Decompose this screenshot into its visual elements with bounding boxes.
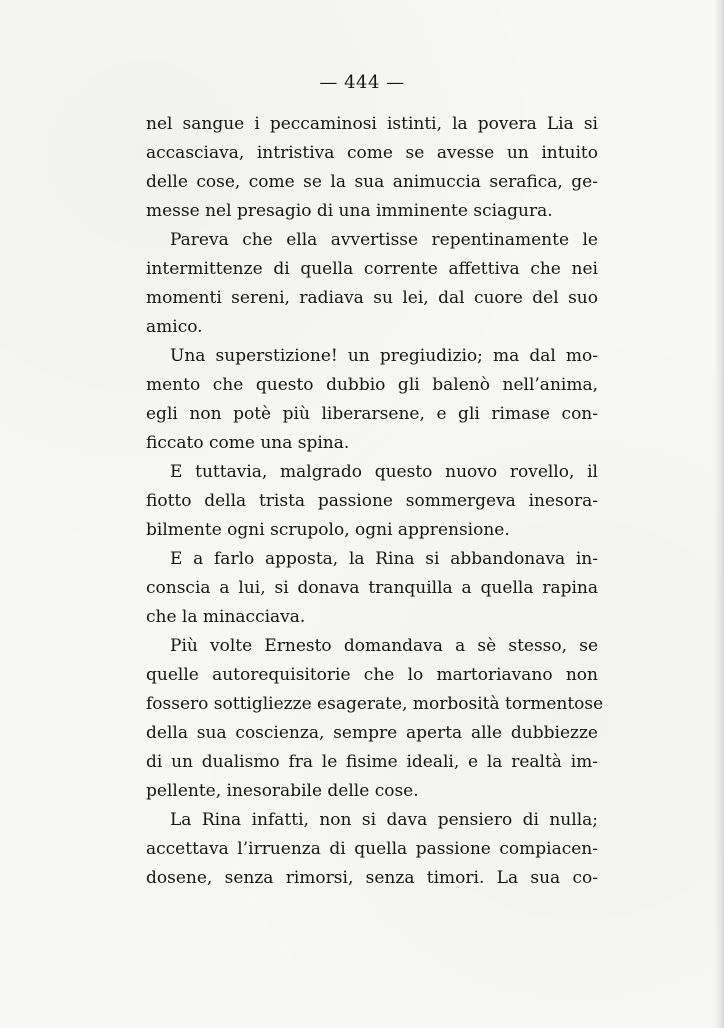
text-line: delle cose, come se la sua animuccia serafica, ge- [146,172,598,192]
text-line: fossero sottigliezze esagerate, morbosità tormentose [146,694,604,714]
text-line: quelle autorequisitorie che lo martoriavano non [146,665,598,685]
text-line: Una superstizione! un pregiudizio; ma dal mo- [170,346,598,366]
text-line: conscia a lui, si donava tranquilla a quella rapina [146,578,598,598]
text-line: bilmente ogni scrupolo, ogni apprensione. [146,520,510,540]
text-line: Pareva che ella avvertisse repentinamente le [170,230,598,250]
text-line: fiotto della trista passione sommergeva inesora- [146,491,598,511]
text-line: ficcato come una spina. [146,433,350,453]
text-line: La Rina infatti, non si dava pensiero di nulla; [170,810,598,830]
text-line: messe nel presagio di una imminente sciagura. [146,201,553,221]
text-line: mento che questo dubbio gli balenò nell’anima, [146,375,598,395]
page-edge-shadow [714,0,724,1028]
text-line: dosene, senza rimorsi, senza timori. La sua co- [146,868,598,888]
body-text [146,110,604,893]
text-line: amico. [146,317,203,337]
text-line: accettava l’irruenza di quella passione compiacen- [146,839,598,859]
text-line: intermittenze di quella corrente affettiva che nei [146,259,598,279]
text-line: E a farlo apposta, la Rina si abbandonava in- [170,549,598,569]
page-number: — 444 — [319,72,405,93]
text-line: momenti sereni, radiava su lei, dal cuore del suo [146,288,598,308]
text-line: accasciava, intristiva come se avesse un intuito [146,143,598,163]
text-line: E tuttavia, malgrado questo nuovo rovello, il [170,462,598,482]
text-line: pellente, inesorabile delle cose. [146,781,419,801]
text-line: che la minacciava. [146,607,306,627]
text-line: di un dualismo fra le fisime ideali, e la realtà im- [146,752,598,772]
text-line: Più volte Ernesto domandava a sè stesso, se [170,636,598,656]
text-line: nel sangue i peccaminosi istinti, la povera Lia si [146,114,598,134]
text-line: egli non potè più liberarsene, e gli rimase con- [146,404,598,424]
text-line: della sua coscienza, sempre aperta alle dubbiezze [146,723,598,743]
